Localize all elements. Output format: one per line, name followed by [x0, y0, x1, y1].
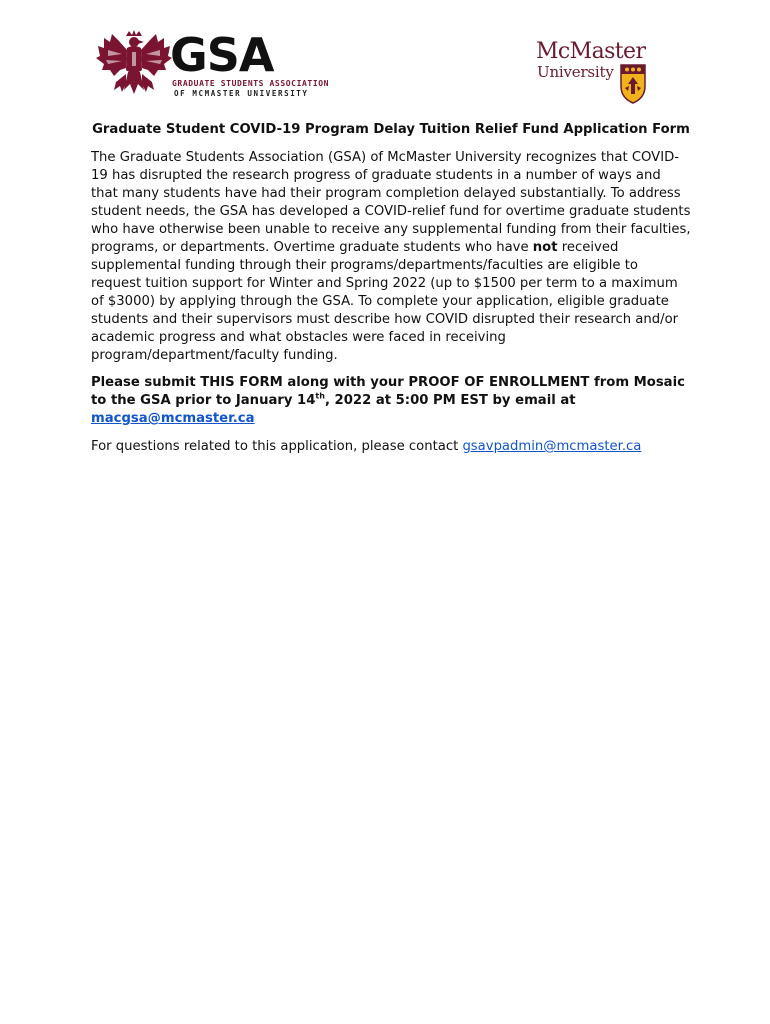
document-title: Graduate Student COVID-19 Program Delay Tuition Relief Fund Application Form: [92, 122, 690, 137]
intro-paragraph: [91, 149, 691, 365]
gsa-subtitle-line2: OF MCMASTER UNIVERSITY: [174, 89, 309, 98]
crest-icon: [620, 64, 646, 104]
intro-emphasis: not: [532, 240, 558, 255]
mcmaster-logo: [534, 40, 654, 108]
gsa-logo: [96, 28, 330, 106]
gsa-subtitle-line1: GRADUATE STUDENTS ASSOCIATION: [172, 79, 330, 88]
contact-email-link[interactable]: gsavpadmin@mcmaster.ca: [462, 439, 642, 454]
submission-instructions: [91, 374, 691, 428]
gsa-wordmark: GSA: [170, 28, 274, 82]
intro-text-part1: The Graduate Students Association (GSA) of McMaster University recognizes that COVID-19 has disrupted the research progress of graduate students in a number of ways and that many students have had their program completion delayed substantially. To address student needs, the GSA has developed a COVID-relief fund for overtime graduate students who have otherwise been unable to receive any supplemental funding from their faculties, programs, or departments. Overtime graduate students who have: [91, 150, 691, 255]
submit-text-part2: , 2022 at 5:00 PM EST by email at: [324, 393, 576, 408]
mcmaster-wordmark: McMaster: [536, 39, 646, 64]
submit-email-link[interactable]: macgsa@mcmaster.ca: [91, 411, 255, 426]
eagle-icon: [96, 30, 172, 104]
date-ordinal-suffix: th: [315, 391, 325, 401]
questions-text: For questions related to this application, please contact: [91, 439, 463, 454]
questions-paragraph: [91, 438, 691, 456]
submit-text-part1: Please submit THIS FORM along with your PROOF OF ENROLLMENT from Mosaic to the GSA prior to January 14: [91, 375, 685, 408]
document-body: [91, 121, 691, 465]
intro-text-part2: received supplemental funding through their programs/departments/faculties are eligible to request tuition support for Winter and Spring 2022 (up to $1500 per term to a maximum of $3000) by applying through the GSA. To complete your application, eligible graduate students and their supervisors must describe how COVID disrupted their research and/or academic progress and what obstacles were faced in receiving program/department/faculty funding.: [91, 240, 679, 363]
mcmaster-university-label: University: [537, 63, 614, 81]
